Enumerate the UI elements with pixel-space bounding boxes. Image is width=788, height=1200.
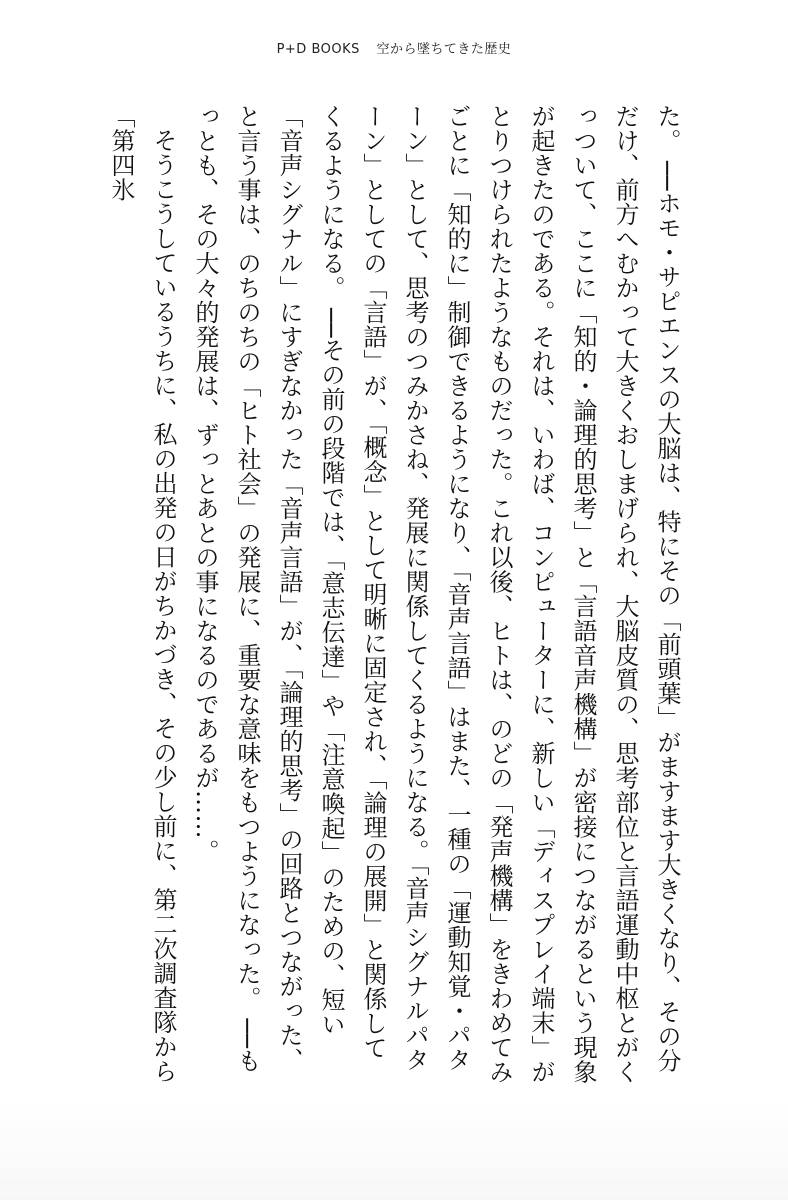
series-name: P+D BOOKS (276, 42, 360, 57)
book-title: 空から墜ちてきた歴史 (376, 42, 512, 57)
vertical-text-column (88, 104, 688, 1084)
paragraph-1: た。 ──ホモ・サピエンスの大脳は、特にその「前頭葉」がますます大きくなり、その分だけ、前方へむかって大きくおしまげられ、大脳皮質の、思考部位と言語運動中枢とがくっついて、ここに「知的・論理的思考」と「言語音声機構」が密接につながるという現象が起きたのである。それは、いわば、コンピューターに、新しい「ディスプレイ端末」がとりつけられたようなものだった。これ以後、ヒトは、のどの「発声機構」をきわめてみごとに「知的に」制御できるようになり、「音声言語」はまた、一種の「運動知覚・パターン」として、思考のつみかさね、発展に関係してくるようになる。「音声シグナルパターン」としての「言語」が、「概念」として明晰に固定され、「論理の展開」と関係してくるようになる。 ──その前の段階では、「意志伝達」や「注意喚起」のための、短い「音声シグナル」にすぎなかった「音声言語」が、「論理的思考」の回路とつながった、と言う事は、のちのちの「ヒト社会」の発展に、重要な意味をもつようになった。 ──もっとも、その大々的発展は、ずっとあとの事になるのであるが……。 (191, 104, 681, 1084)
page-bottom-shading (0, 1100, 788, 1200)
paragraph-2: そうこうしているうちに、私の出発の日がちかづき、その少し前に、第二次調査隊から「第四氷 (107, 104, 177, 1084)
page-body (88, 104, 688, 1084)
running-header (0, 38, 788, 57)
